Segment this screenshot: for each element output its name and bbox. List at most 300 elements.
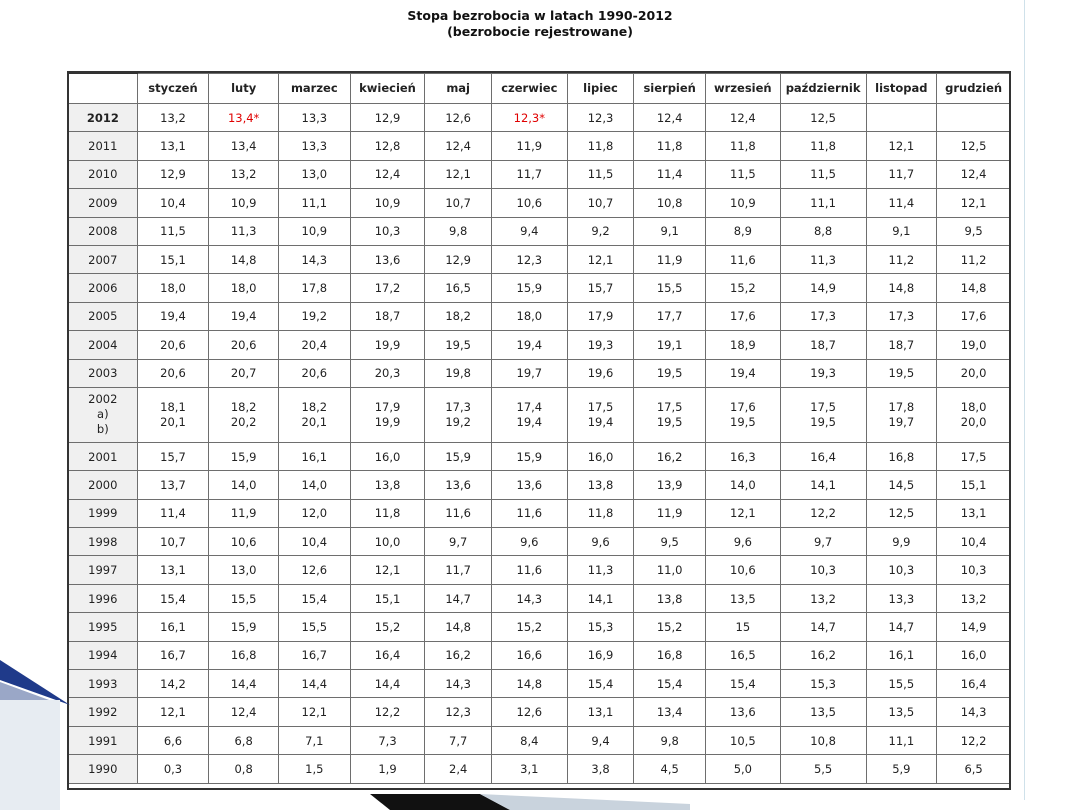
value-cell: 11,9 [634,245,706,273]
value-cell: 14,8 [491,670,567,698]
value-cell: 12,3 [425,698,492,726]
value-cell: 12,4 [705,104,780,132]
value-cell: 9,1 [634,217,706,245]
value-cell [567,387,634,442]
value-cell: 9,6 [491,528,567,556]
value-cell: 12,5 [780,104,866,132]
value-cell: 9,1 [866,217,937,245]
value-cell: 10,3 [937,556,1011,584]
value-cell: 15,7 [567,274,634,302]
value-b: 19,5 [730,414,756,429]
table-row [69,613,1011,641]
value-cell: 13,3 [866,584,937,612]
value-cell: 8,4 [491,726,567,754]
value-cell: 18,0 [491,302,567,330]
value-cell: 10,6 [209,528,279,556]
value-cell: 18,7 [350,302,425,330]
value-cell: 13,2 [209,160,279,188]
value-cell: 12,2 [780,499,866,527]
value-cell: 19,7 [491,359,567,387]
value-cell: 14,2 [137,670,209,698]
value-cell: 20,6 [137,331,209,359]
value-cell: 20,6 [137,359,209,387]
value-cell: 15,4 [567,670,634,698]
decorative-swoosh-left [0,660,70,810]
table-row [69,471,1011,499]
column-header-4: maj [425,73,492,104]
value-cell: 13,0 [278,160,350,188]
value-cell: 9,2 [567,217,634,245]
value-cell: 14,3 [278,245,350,273]
value-cell: 9,6 [705,528,780,556]
value-cell: 17,5 [937,442,1011,470]
value-cell: 19,4 [137,302,209,330]
value-cell: 15,5 [866,670,937,698]
value-b: 19,5 [810,414,836,429]
value-a: 17,9 [374,399,401,414]
value-cell: 18,2 [425,302,492,330]
value-cell: 13,6 [425,471,492,499]
year-cell: 2001 [69,442,138,470]
value-cell: 14,0 [209,471,279,499]
value-cell: 15,9 [425,442,492,470]
value-cell: 17,8 [278,274,350,302]
value-cell [937,104,1011,132]
value-cell: 14,9 [937,613,1011,641]
value-cell: 10,7 [137,528,209,556]
value-cell: 13,7 [137,471,209,499]
value-cell [866,104,937,132]
table-row [69,528,1011,556]
table-row [69,331,1011,359]
value-cell: 19,5 [634,359,706,387]
column-header-5: czerwiec [491,73,567,104]
value-cell: 13,2 [937,584,1011,612]
value-cell: 13,3 [278,104,350,132]
value-cell: 12,4 [350,160,425,188]
value-cell: 12,4 [425,132,492,160]
value-cell: 5,5 [780,755,866,783]
value-a: 17,4 [516,399,543,414]
value-a: 17,5 [587,399,614,414]
value-cell: 16,7 [137,641,209,669]
value-cell: 17,3 [866,302,937,330]
value-cell: 19,3 [780,359,866,387]
table-row [69,189,1011,217]
year-cell: 1991 [69,726,138,754]
value-cell: 13,5 [705,584,780,612]
value-cell: 14,1 [567,584,634,612]
value-cell: 11,5 [137,217,209,245]
value-cell: 5,9 [866,755,937,783]
value-cell: 12,1 [567,245,634,273]
value-cell: 14,8 [425,613,492,641]
year-cell: 2008 [69,217,138,245]
value-a: 17,3 [445,399,471,414]
value-cell: 7,7 [425,726,492,754]
value-cell: 16,7 [278,641,350,669]
value-cell: 1,9 [350,755,425,783]
column-header-8: wrzesień [705,73,780,104]
value-cell: 15,9 [491,274,567,302]
value-cell: 15,7 [137,442,209,470]
value-cell: 10,9 [705,189,780,217]
value-cell: 14,8 [209,245,279,273]
table-row [69,442,1011,470]
value-cell: 13,5 [780,698,866,726]
value-cell: 1,5 [278,755,350,783]
value-cell: 15,9 [209,442,279,470]
year-cell: 2012 [69,104,138,132]
value-cell: 14,4 [209,670,279,698]
value-cell: 12,6 [278,556,350,584]
value-a: 17,6 [730,399,756,414]
value-cell: 11,9 [491,132,567,160]
value-cell: 8,8 [780,217,866,245]
value-b: 19,5 [656,414,683,429]
unemployment-table [68,72,1011,784]
value-cell: 20,6 [209,331,279,359]
year-cell: 2010 [69,160,138,188]
value-a: 18,1 [160,399,186,414]
value-cell: 13,6 [350,245,425,273]
value-cell: 12,1 [937,189,1011,217]
value-cell: 19,4 [209,302,279,330]
table-row [69,359,1011,387]
table-row [69,726,1011,754]
column-header-9: październik [780,73,866,104]
value-cell: 20,4 [278,331,350,359]
year-cell: 1994 [69,641,138,669]
table-row [69,641,1011,669]
value-cell: 11,8 [567,132,634,160]
year-sub-label: b) [96,422,109,437]
value-cell: 11,4 [866,189,937,217]
value-cell: 15,3 [780,670,866,698]
table-row [69,132,1011,160]
title-line-1: Stopa bezrobocia w latach 1990-2012 [407,8,673,23]
value-cell: 15,4 [278,584,350,612]
value-cell: 14,9 [780,274,866,302]
value-cell: 13,4* [209,104,279,132]
value-cell: 11,3 [780,245,866,273]
value-cell: 9,6 [567,528,634,556]
value-cell: 11,5 [780,160,866,188]
value-cell: 7,3 [350,726,425,754]
column-header-2: marzec [278,73,350,104]
value-cell: 12,9 [350,104,425,132]
value-cell: 9,7 [425,528,492,556]
table-row [69,160,1011,188]
value-cell [350,387,425,442]
value-cell: 10,9 [278,217,350,245]
title-line-2: (bezrobocie rejestrowane) [447,24,633,39]
value-cell: 11,1 [780,189,866,217]
value-cell: 16,2 [425,641,492,669]
value-cell: 11,7 [866,160,937,188]
value-cell: 10,3 [866,556,937,584]
year-cell: 1999 [69,499,138,527]
value-cell: 15,3 [567,613,634,641]
value-cell: 13,8 [350,471,425,499]
value-cell: 18,0 [209,274,279,302]
value-cell: 19,3 [567,331,634,359]
value-cell: 10,3 [350,217,425,245]
value-cell: 11,5 [705,160,780,188]
value-cell: 19,2 [278,302,350,330]
value-cell: 3,1 [491,755,567,783]
table-body [69,104,1011,784]
value-b: 19,9 [374,414,401,429]
value-cell: 14,4 [278,670,350,698]
value-cell: 9,5 [634,528,706,556]
value-cell [278,387,350,442]
value-cell: 13,6 [491,471,567,499]
value-cell: 2,4 [425,755,492,783]
value-cell: 16,0 [937,641,1011,669]
value-a: 17,5 [656,399,683,414]
bottom-swoosh-fade [480,794,690,810]
value-a: 17,5 [810,399,836,414]
value-cell: 15,2 [491,613,567,641]
value-cell: 13,4 [634,698,706,726]
value-cell: 12,2 [937,726,1011,754]
value-cell: 16,0 [350,442,425,470]
value-cell [209,387,279,442]
value-cell: 16,1 [137,613,209,641]
value-cell: 15,4 [137,584,209,612]
value-cell: 18,0 [137,274,209,302]
column-header-3: kwiecień [350,73,425,104]
value-b: 20,1 [301,414,328,429]
table-row [69,670,1011,698]
column-header-1: luty [209,73,279,104]
value-cell: 17,2 [350,274,425,302]
value-cell: 12,5 [866,499,937,527]
value-cell: 11,2 [866,245,937,273]
value-cell: 13,1 [137,556,209,584]
value-cell: 7,1 [278,726,350,754]
value-cell: 13,6 [705,698,780,726]
value-cell: 14,8 [937,274,1011,302]
value-cell: 12,0 [278,499,350,527]
value-cell: 15,2 [705,274,780,302]
value-cell: 12,1 [425,160,492,188]
value-cell: 14,8 [866,274,937,302]
year-cell: 2011 [69,132,138,160]
value-cell: 13,2 [137,104,209,132]
value-cell: 13,5 [866,698,937,726]
value-cell: 11,8 [705,132,780,160]
year-cell: 2004 [69,331,138,359]
value-cell: 13,2 [780,584,866,612]
value-cell: 20,0 [937,359,1011,387]
value-cell: 9,7 [780,528,866,556]
value-cell: 12,4 [209,698,279,726]
value-cell: 14,3 [425,670,492,698]
value-cell: 10,4 [278,528,350,556]
value-cell: 12,6 [425,104,492,132]
value-cell: 13,1 [137,132,209,160]
column-header-10: listopad [866,73,937,104]
value-cell: 20,7 [209,359,279,387]
value-b: 19,4 [516,414,543,429]
value-cell: 12,3 [567,104,634,132]
value-cell: 17,3 [780,302,866,330]
value-cell: 11,8 [634,132,706,160]
value-cell: 12,8 [350,132,425,160]
value-cell: 16,4 [780,442,866,470]
value-cell: 13,0 [209,556,279,584]
year-cell: 1995 [69,613,138,641]
value-cell: 14,3 [491,584,567,612]
value-cell: 16,8 [634,641,706,669]
value-cell: 12,1 [350,556,425,584]
column-header-7: sierpień [634,73,706,104]
value-cell: 11,4 [634,160,706,188]
value-a: 18,0 [960,399,987,414]
value-b: 19,7 [888,414,915,429]
value-cell: 10,7 [567,189,634,217]
value-cell: 12,4 [937,160,1011,188]
table-row [69,302,1011,330]
value-b: 20,2 [230,414,257,429]
value-cell: 17,7 [634,302,706,330]
value-cell: 13,8 [567,471,634,499]
value-cell: 5,0 [705,755,780,783]
value-cell: 16,5 [705,641,780,669]
year-cell: 1993 [69,670,138,698]
value-cell: 19,0 [937,331,1011,359]
value-cell: 10,8 [780,726,866,754]
value-b: 19,2 [445,414,471,429]
year-cell: 2005 [69,302,138,330]
value-cell: 16,8 [866,442,937,470]
value-cell: 12,5 [937,132,1011,160]
value-cell: 15,9 [209,613,279,641]
value-cell: 9,5 [937,217,1011,245]
value-cell: 12,2 [350,698,425,726]
header-row [69,73,1011,104]
value-a: 18,2 [230,399,257,414]
value-cell: 14,0 [278,471,350,499]
value-b: 20,0 [960,414,987,429]
value-cell: 17,9 [567,302,634,330]
value-cell: 3,8 [567,755,634,783]
value-cell: 13,4 [209,132,279,160]
value-cell: 19,4 [491,331,567,359]
value-cell: 11,0 [634,556,706,584]
value-cell: 11,6 [705,245,780,273]
value-cell: 14,0 [705,471,780,499]
value-cell: 13,9 [634,471,706,499]
value-cell: 12,1 [137,698,209,726]
value-cell: 19,5 [425,331,492,359]
value-b: 20,1 [160,414,186,429]
value-cell [705,387,780,442]
value-cell: 12,3 [491,245,567,273]
table-row [69,698,1011,726]
value-cell: 17,6 [937,302,1011,330]
value-cell: 10,4 [137,189,209,217]
value-cell: 12,1 [866,132,937,160]
value-cell: 20,6 [278,359,350,387]
year-cell: 1997 [69,556,138,584]
value-cell: 16,0 [567,442,634,470]
slide-title [0,8,1080,40]
value-cell: 11,1 [278,189,350,217]
table-row [69,387,1011,442]
value-cell: 19,8 [425,359,492,387]
year-label: 2002 [88,392,118,407]
value-cell: 6,6 [137,726,209,754]
value-cell: 15,5 [634,274,706,302]
value-cell: 16,8 [209,641,279,669]
year-sub-label: a) [97,407,109,422]
value-cell: 16,1 [278,442,350,470]
table-row [69,245,1011,273]
value-a: 17,8 [888,399,915,414]
value-cell: 16,4 [937,670,1011,698]
value-cell: 14,7 [780,613,866,641]
value-cell: 14,3 [937,698,1011,726]
value-cell: 16,9 [567,641,634,669]
value-cell: 10,6 [491,189,567,217]
value-cell: 16,5 [425,274,492,302]
value-cell: 11,5 [567,160,634,188]
value-cell: 10,7 [425,189,492,217]
value-cell: 19,5 [866,359,937,387]
value-cell: 9,8 [425,217,492,245]
year-cell: 1996 [69,584,138,612]
value-cell: 11,6 [491,499,567,527]
value-cell: 12,9 [425,245,492,273]
value-cell: 15,1 [350,584,425,612]
value-cell: 9,4 [567,726,634,754]
value-cell: 19,9 [350,331,425,359]
table-row [69,556,1011,584]
year-cell [69,387,138,442]
value-cell: 14,1 [780,471,866,499]
value-cell: 15,9 [491,442,567,470]
table-row [69,274,1011,302]
table-row [69,755,1011,783]
value-cell: 14,7 [866,613,937,641]
value-cell: 15,1 [937,471,1011,499]
value-cell: 15,2 [350,613,425,641]
year-cell: 2009 [69,189,138,217]
value-cell: 13,3 [278,132,350,160]
value-cell: 9,4 [491,217,567,245]
value-cell: 16,4 [350,641,425,669]
value-cell: 15,1 [137,245,209,273]
value-cell: 6,8 [209,726,279,754]
value-cell: 12,3* [491,104,567,132]
value-cell: 15,2 [634,613,706,641]
value-cell: 11,8 [350,499,425,527]
value-cell: 15,4 [705,670,780,698]
value-cell: 16,2 [634,442,706,470]
value-cell [780,387,866,442]
value-cell: 11,1 [866,726,937,754]
value-cell: 13,1 [567,698,634,726]
right-border-line [1024,0,1025,800]
swoosh-pattern [0,700,60,810]
value-cell: 19,1 [634,331,706,359]
header-corner [69,73,138,104]
table-row [69,499,1011,527]
value-cell: 9,8 [634,726,706,754]
